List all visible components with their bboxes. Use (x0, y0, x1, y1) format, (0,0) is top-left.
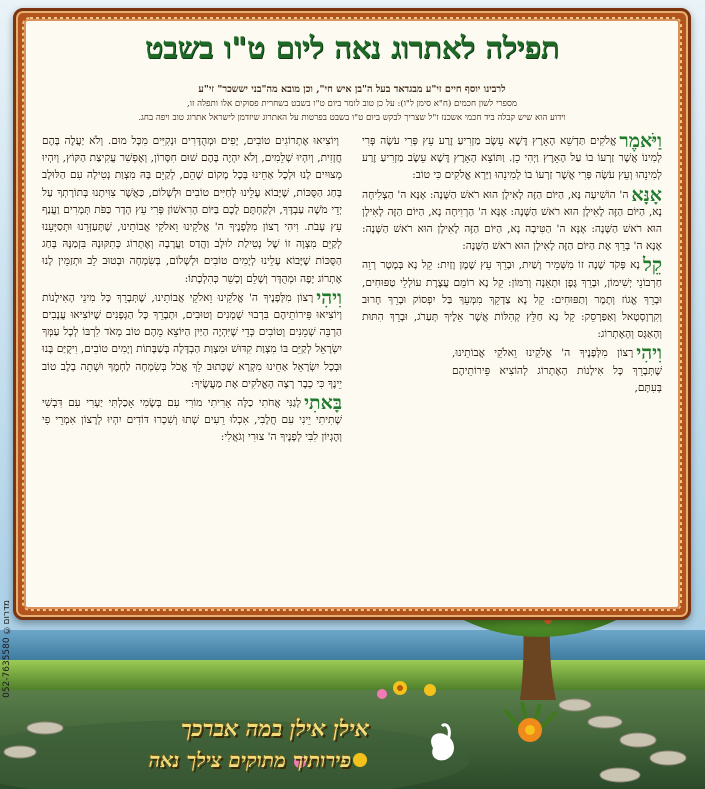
lead-word: בָּאתִי (304, 392, 342, 415)
prayer-column-left (42, 133, 342, 449)
paragraph-text: לְגַנִּי אֲחֹתִי כַלָּה אָרִיתִי מוֹרִי עִם בְּשָׂמִי אָכַלְתִּי יַעְרִי עִם דִּבְשִׁי שָׁתִיתִי יֵינִי עִם חֲלָבִי, אִכְלוּ רֵעִים שְׁתוּ וְשִׁכְרוּ דּוֹדִים יִהְיוּ לְרָצוֹן אִמְרֵי פִי וְהֶגְיוֹן לִבִּי לְפָנֶיךָ ה' צוּרִי וְגֹאֲלִי: (42, 397, 342, 444)
lead-word: קֵל (642, 254, 662, 277)
paragraph-bati (42, 392, 342, 447)
paragraph-kel (362, 254, 662, 343)
prayer-panel (24, 19, 680, 609)
paragraph-text: רָצוֹן מִלְּפָנֶיךָ ה' אֱלֹקֵינוּ וֵאלֹקֵי אֲבוֹתֵינוּ, שֶׁתְּבָרֵךְ כָּל מִינֵי הָאִילָנוֹת וְיוֹצִיאוּ פֵּירוֹתֵיהֶם בִּרְבוּי שֻׁמְנִים וְטוּבִים, וּתְבָרֵךְ כָּל הַגְּפָנִים שֶׁיּוֹצִיאוּ עֲנָבִים הַרְבֵּה שְׁמֵנִים וְטוֹבִים כְּדֵי שֶׁיִּהְיֶה הַיַּיִן הַיּוֹצֵא מֵהֶם טוֹב מְאֹד לִרְבּוֹ לְכָל עַמְּךָ יִשְׂרָאֵל לְקַיֵּם בּוֹ מִצְוַת קִדּוּשׁ וּמִצְוַת הַבְדָּלָה בְּשַׁבָּתוֹת וְיָמִים טוֹבִים, וִיקֻיַּם בָּנוּ וּבְכָל יִשְׂרָאֵל אַחֵינוּ מִקְרָא שֶׁכָּתוּב לֵךְ אֱכֹל בְּשִׂמְחָה לַחְמֶךָ וּשְׁתֵה בְלֶב טוֹב יֵינֶךָ כִּי כְבָר רָצָה הָאֱלֹקִים אֶת מַעֲשֶׂיךָ: (42, 291, 342, 390)
intro-line-1: לרבינו יוסף חיים זי"ע מבגדאד בעל ה"בן איש חי", וכן מובא מה"בני יששכר" זי"ע (198, 84, 506, 95)
bottom-caption-line-2: פירותיך מתוקים צילך נאה (148, 748, 352, 772)
intro-line-2: מספרי לשון חכמים (ח"א סימן ל"ו): על כן טוב לומר ביום ט"ו בשבט בשחרית פסוקים אלו ותפלה זו, (187, 99, 517, 109)
paragraph-vihi-ilanot (42, 286, 342, 393)
paragraph-text: נָא פְּקֹד שָׁנָה זוֹ מִשְּׁמֵיר וָשַׁיִת, וּבָרֵךְ עֵץ שֶׁמֶן וָזַיִת: קֵל נָא בְּמָטָר רְוֵה חַרְבוֹנֵי יְשִׁימוֹן, וּבָרֵךְ גֶּפֶן וּתְאֵנָה וְרִמּוֹן: קֵל נָא רוֹמֵם עֲצֶרֶת עוֹלְלֵי טַפּוּחִים, וּבָרֵךְ אֱגוֹז וְתָמָר וְתַפּוּחִים: קֵל נָא צַדְקֵךְ מִמְּעֵךְ בַּל יִפְסוֹק וּבָרֵךְ חָרוּב וְקִרְוָסְטָאל וְאַפַּרְסֵק: קֵל נָא חַלֵּץ קְהִלּוֹת אֲשֶׁר אֵלֶיךָ תְּעַרֹג, וּבָרֵךְ הִתּוּת וְהָאַגָּס וְהָאֶתְרוֹג: (362, 259, 662, 341)
intro-text (44, 83, 660, 125)
paragraph-vayomer (362, 130, 662, 185)
intro-line-3: וידוע הוא שיש קבלה ביד חכמי אשכנז ז"ל שצריך לבקש ביום ט"ו בשבט בפרטות על האתרוג שיזדמן לישראל אתרוג טוב ויפה בחג. (138, 113, 566, 123)
paragraph-etrogim (42, 133, 342, 288)
lead-word: וִיהִי (316, 286, 342, 309)
paragraph-vihi-etrog (452, 342, 662, 397)
lead-word: וִיהִי (636, 342, 662, 365)
bottom-caption-line-1: אילן אילן במה אברכך (181, 716, 369, 742)
paragraph-ana (362, 183, 662, 256)
paragraph-text: רָצוֹן מִלְּפָנֶיךָ ה' אֱלֹקֵינוּ וֵאלֹקֵי אֲבוֹתֵינוּ, שֶׁתְּבָרֵךְ כָּל אִילָנוֹת הָאֶתְרוֹג לְהוֹצִיא פֵּירוֹתֵיהֶם בְּעִתָּם, (452, 347, 662, 394)
lead-word: אָנָּא (631, 183, 662, 206)
lead-word: וַיֹּאמֶר (619, 130, 662, 152)
paragraph-text: אֱלֹקִים תַּדְשֵׁא הָאָרֶץ דֶּשֶׁא עֵשֶׂב מַזְרִיעַ זֶרַע עֵץ פְּרִי עֹשֶׂה פְּרִי לְמִינוֹ אֲשֶׁר זַרְעוֹ בוֹ עַל הָאָרֶץ וַיְהִי כֵן. וַתּוֹצֵא הָאָרֶץ דֶּשֶׁא עֵשֶׂב מַזְרִיעַ זֶרַע לְמִינֵהוּ וְעֵץ עֹשֶׂה פְּרִי אֲשֶׁר זַרְעוֹ בוֹ לְמִינֵהוּ וַיַּרְא אֱלֹקִים כִּי טוֹב: (362, 135, 662, 182)
prayer-column-right (362, 130, 662, 399)
paragraph-text: וְיוֹצִיאוּ אֶתְרוֹגִים טוֹבִים, יָפִים וּמְהֻדָּרִים וּנְקִיִּים מִכָּל מוּם. וְלֹא יַעֲלֶה בָּהֶם חֲזָזִית, וְיִהְיוּ שְׁלֵמִים, וְלֹא יִהְיֶה בָּהֶם שׁוּם חִסָּרוֹן, וְאֶפְשִׁר עֲקִיצַת הַקּוֹץ, וְיִהְיוּ מְצוּיִים לָנוּ וּלְכָל אַחֵינוּ בְּכָל מָקוֹם שֶׁהֵם, לְקַיֵּם בָּהּ מִצְוַת נְטִילָה עִם הַלּוּלָב בְּחַג הַסֻּכּוֹת, שֶׁיָּבוֹא עָלֵינוּ לְחַיִּים טוֹבִים וּלְשָׁלוֹם, כַּאֲשֶׁר צִוִּיתָנוּ בְּתוֹרָתְךָ עַל יְדֵי מֹשֶׁה עַבְדֶּךָ, וּלְקַחְתֶּם לָכֶם בַּיּוֹם הָרִאשׁוֹן פְּרִי עֵץ הָדָר כַּפֹּת תְּמָרִים וַעֲנַף עֵץ עָבֹת. וִיהִי רָצוֹן מִלְּפָנֶיךָ ה' אֱלֹקֵינוּ וֵאלֹקֵי אֲבוֹתֵינוּ, שֶׁתְּעַזְּרֵנוּ וּתְסַיְּעֵנוּ לְקַיֵּם מִצְוָה זוֹ שֶׁל נְטִילַת לוּלָב וַהֲדַס וַעֲרָבָה וְאֶתְרוֹג כְּתִקּוּנָהּ בִּזְמַנָּהּ בְּחַג הַסֻּכּוֹת שֶׁיָּבוֹא עָלֵינוּ לְיָמִים טוֹבִים וּלְשָׁלוֹם, בְּשִׂמְחָה וּבְטוּב לֵב וּתְזַמֵּין לָנוּ אֶתְרוֹג יָפֶה וּמְהֻדָּר וְשָׁלֵם וְכָשֵׁר כְּהִלְכָתוֹ: (42, 135, 342, 285)
paragraph-text: ה' הוֹשִׁיעָה נָּא, הַיּוֹם הַזֶּה לָאִילָן הוּא רֹאשׁ הַשָּׁנָה: אָנָּא ה' הַצְלִיחָה נָא, הַיּוֹם הַזֶּה לָאִילָן הוּא רֹאשׁ הַשָּׁנָה: אָנָּא ה' הַרְוִיחָה נָא, הַיּוֹם הַזֶּה לָאִילָן הוּא רֹאשׁ הַשָּׁנָה: אָנָּא ה' הַטִּיבָה נָא, הַיּוֹם הַזֶּה לָאִילָן הוּא רֹאשׁ הַשָּׁנָה: אָנָּא ה' בָּרֵךְ אֶת הַיּוֹם הַזֶּה לָאִילָן הוּא רֹאשׁ הַשָּׁנָה: (362, 188, 662, 253)
page-title: תפילה לאתרוג נאה ליום ט"ו בשבט (144, 31, 560, 66)
contact-side-text: 052-7635580 ©מדרום (2, 600, 12, 698)
